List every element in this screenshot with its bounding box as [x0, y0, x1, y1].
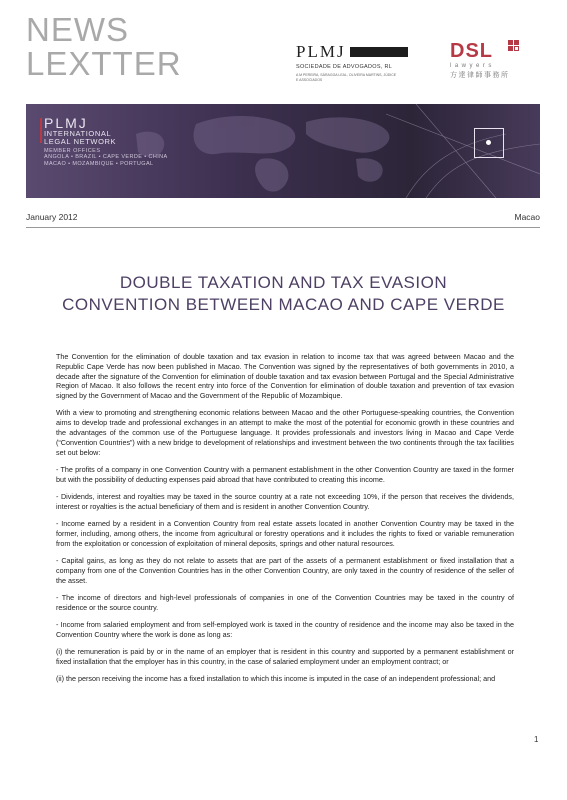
- article-title-line-2: CONVENTION BETWEEN MACAO AND CAPE VERDE: [62, 295, 505, 314]
- plmj-logo-partners-line-1: A M PEREIRA, SÁRAGGA LEAL, OLIVEIRA MARTINS, JÚDICE: [296, 73, 397, 77]
- banner-offices-line-2: MACAO • MOZAMBIQUE • PORTUGAL: [44, 161, 154, 167]
- masthead-line-2: LEXTTER: [26, 45, 182, 82]
- newsletter-masthead: [26, 11, 182, 82]
- paragraph: - Dividends, interest and royalties may be taxed in the source country at a rate not exceeding 10%, if the person that receives the dividends, interest or royalties is the actual beneficiary of them and is resident in another Convention Country.: [56, 492, 514, 511]
- paragraph: - Income from salaried employment and from self-employed work is taxed in the country of residence and the income may also be taxed in the Convention Country where the work is done as long as:: [56, 620, 514, 639]
- paragraph: (i) the remuneration is paid by or in the name of an employer that is resident in this country and supported by a permanent establishment or fixed installation that the employer has in this country, in the case of salaried employment under an employment contract; or: [56, 647, 514, 666]
- paragraph: With a view to promoting and strengthening economic relations between Macao and the other Portuguese-speaking countries, the Convention aims to develop trade and professional exchanges in an attempt to make the most of the potential for economic growth in these countries and the advantages of the common use of the Portuguese language. It provides professionals and investors living in Macao and Cape Verde (“Convention Countries”) with a new bridge to development of relationships and investment between the two continents through the tax facilities set out below:: [56, 408, 514, 457]
- banner-target-icon: [474, 128, 504, 158]
- banner-offices-line-1: ANGOLA • BRAZIL • CAPE VERDE • CHINA: [44, 154, 168, 160]
- plmj-logo-word: PLMJ: [296, 42, 346, 61]
- issue-date: January 2012: [26, 212, 78, 222]
- plmj-logo-partners-line-2: E ASSOCIADOS: [296, 77, 323, 82]
- banner-accent-bar: [40, 118, 42, 143]
- dsl-logo-word: DSL: [450, 40, 493, 62]
- paragraph: - Income earned by a resident in a Convention Country from real estate assets located in another Convention Country may be taxed in the former, including, among others, the income from agricultural or forestry operations and it includes the rights to fixed or variable remuneration from the exploitation or concession of exploitation of mineral deposits, springs and other natural resources.: [56, 519, 514, 548]
- banner-network-line-1: INTERNATIONAL: [44, 129, 112, 138]
- plmj-logo-partners: [296, 73, 414, 82]
- network-banner: [26, 104, 540, 198]
- dsl-logo-lawyers: lawyers: [450, 63, 495, 69]
- page-number: 1: [534, 735, 539, 744]
- plmj-logo: [296, 42, 414, 82]
- issue-place: Macao: [514, 212, 540, 222]
- paragraph: - The profits of a company in one Convention Country with a permanent establishment in the other Convention Country are taxed in the former but with the possibility of deducting expenses paid abroad that have contributed to creating this income.: [56, 464, 514, 484]
- banner-brand: [44, 116, 168, 168]
- dsl-mark-icon: [508, 40, 520, 52]
- header-divider: [26, 227, 540, 228]
- dsl-logo-chinese: 方達律師事務所: [450, 72, 510, 79]
- banner-plmj: PLMJ: [44, 115, 88, 131]
- article-body: [56, 352, 514, 692]
- plmj-logo-subtitle: SOCIEDADE DE ADVOGADOS, RL: [296, 64, 393, 70]
- article-title: [40, 272, 527, 316]
- banner-network-line-2: LEGAL NETWORK: [44, 137, 117, 146]
- paragraph: - Capital gains, as long as they do not relate to assets that are part of the assets of a permanent establishment or fixed installation that a company from one of the Convention Countries has in the other Convention Country, are only taxed in the country of residence of the seller of the asset.: [56, 556, 514, 585]
- paragraph: (ii) the person receiving the income has a fixed installation to which this income is imputed in the case of an independent professional; and: [56, 674, 496, 684]
- paragraph: The Convention for the elimination of double taxation and tax evasion in relation to income tax that was agreed between Macao and the Republic Cape Verde has now been published in Macao. The Convention was signed by the representatives of both governments in 2010, a decade after the signature of the Convention for elimination of double taxation and tax evasion between Portugal and the Special Administrative Region of Macao. It also follows the recent entry into force of the Convention for elimination of double taxation and prevention of tax evasion signed by the Government of Macao and the Government of the Republic of Mozambique.: [56, 352, 514, 401]
- masthead-line-1: NEWS: [26, 11, 129, 48]
- article-title-line-1: DOUBLE TAXATION AND TAX EVASION: [119, 273, 448, 292]
- paragraph: - The income of directors and high-level professionals of companies in one of the Convention Countries may be taxed in the country of residence or the source country.: [56, 592, 514, 612]
- banner-target-dot: [486, 140, 491, 145]
- plmj-logo-bar: [350, 47, 408, 57]
- banner-offices-heading: MEMBER OFFICES: [44, 148, 101, 154]
- dsl-logo: [450, 40, 525, 80]
